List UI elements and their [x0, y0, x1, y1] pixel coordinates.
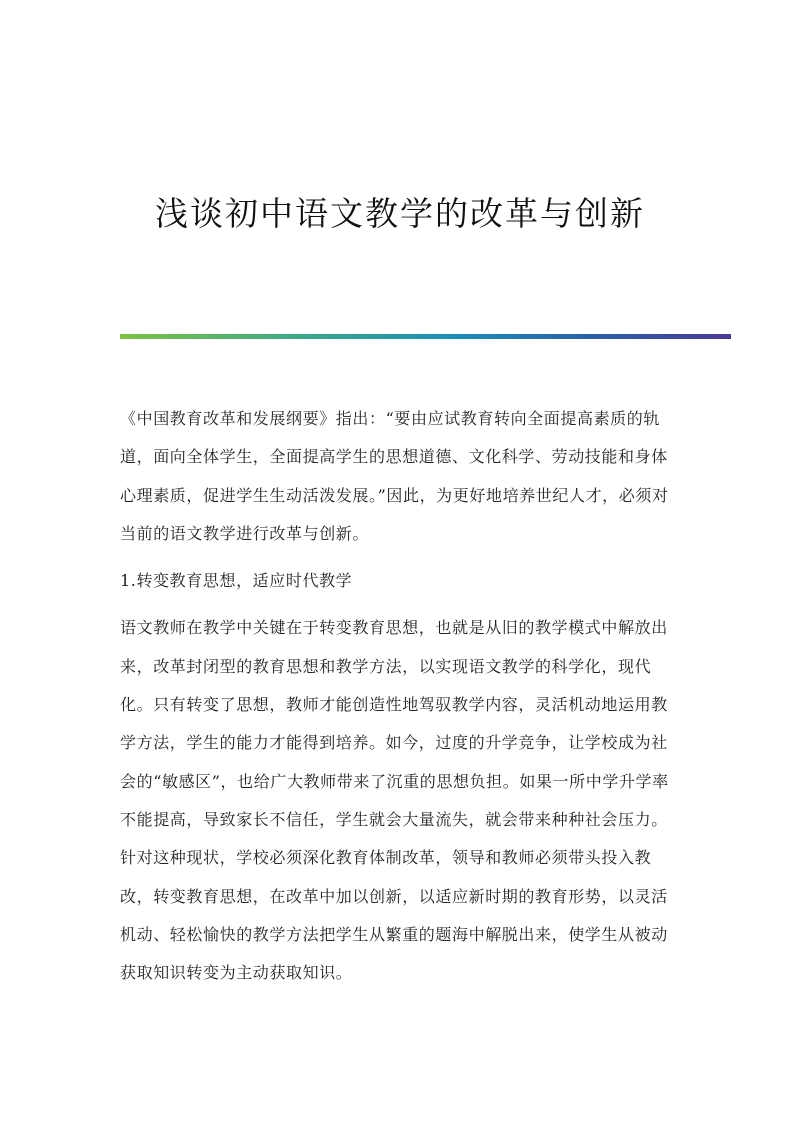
document-body	[120, 400, 682, 1001]
intro-paragraph: 《中国教育改革和发展纲要》指出：“要由应试教育转向全面提高素质的轨道，面向全体学生，全面提高学生的思想道德、文化科学、劳动技能和身体心理素质，促进学生生动活泼发展。”因此，为更好地培养世纪人才，必须对当前的语文教学进行改革与创新。	[120, 409, 669, 543]
title-divider	[120, 334, 731, 339]
section-heading: 1.转变教育思想，适应时代教学	[120, 571, 353, 591]
document-title: 浅谈初中语文教学的改革与创新	[155, 194, 645, 233]
section-paragraph: 语文教师在教学中关键在于转变教育思想，也就是从旧的教学模式中解放出来，改革封闭型的教育思想和教学方法，以实现语文教学的科学化，现代化。只有转变了思想，教师才能创造性地驾驭教学内容，灵活机动地运用教学方法，学生的能力才能得到培养。如今，过度的升学竞争，让学校成为社会的“敏感区”，也给广大教师带来了沉重的思想负担。如果一所中学升学率不能提高，导致家长不信任，学生就会大量流失，就会带来种种社会压力。针对这种现状，学校必须深化教育体制改革，领导和教师必须带头投入教改，转变教育思想，在改革中加以创新，以适应新时期的教育形势，以灵活机动、轻松愉快的教学方法把学生从繁重的题海中解脱出来，使学生从被动获取知识转变为主动获取知识。	[120, 618, 669, 983]
